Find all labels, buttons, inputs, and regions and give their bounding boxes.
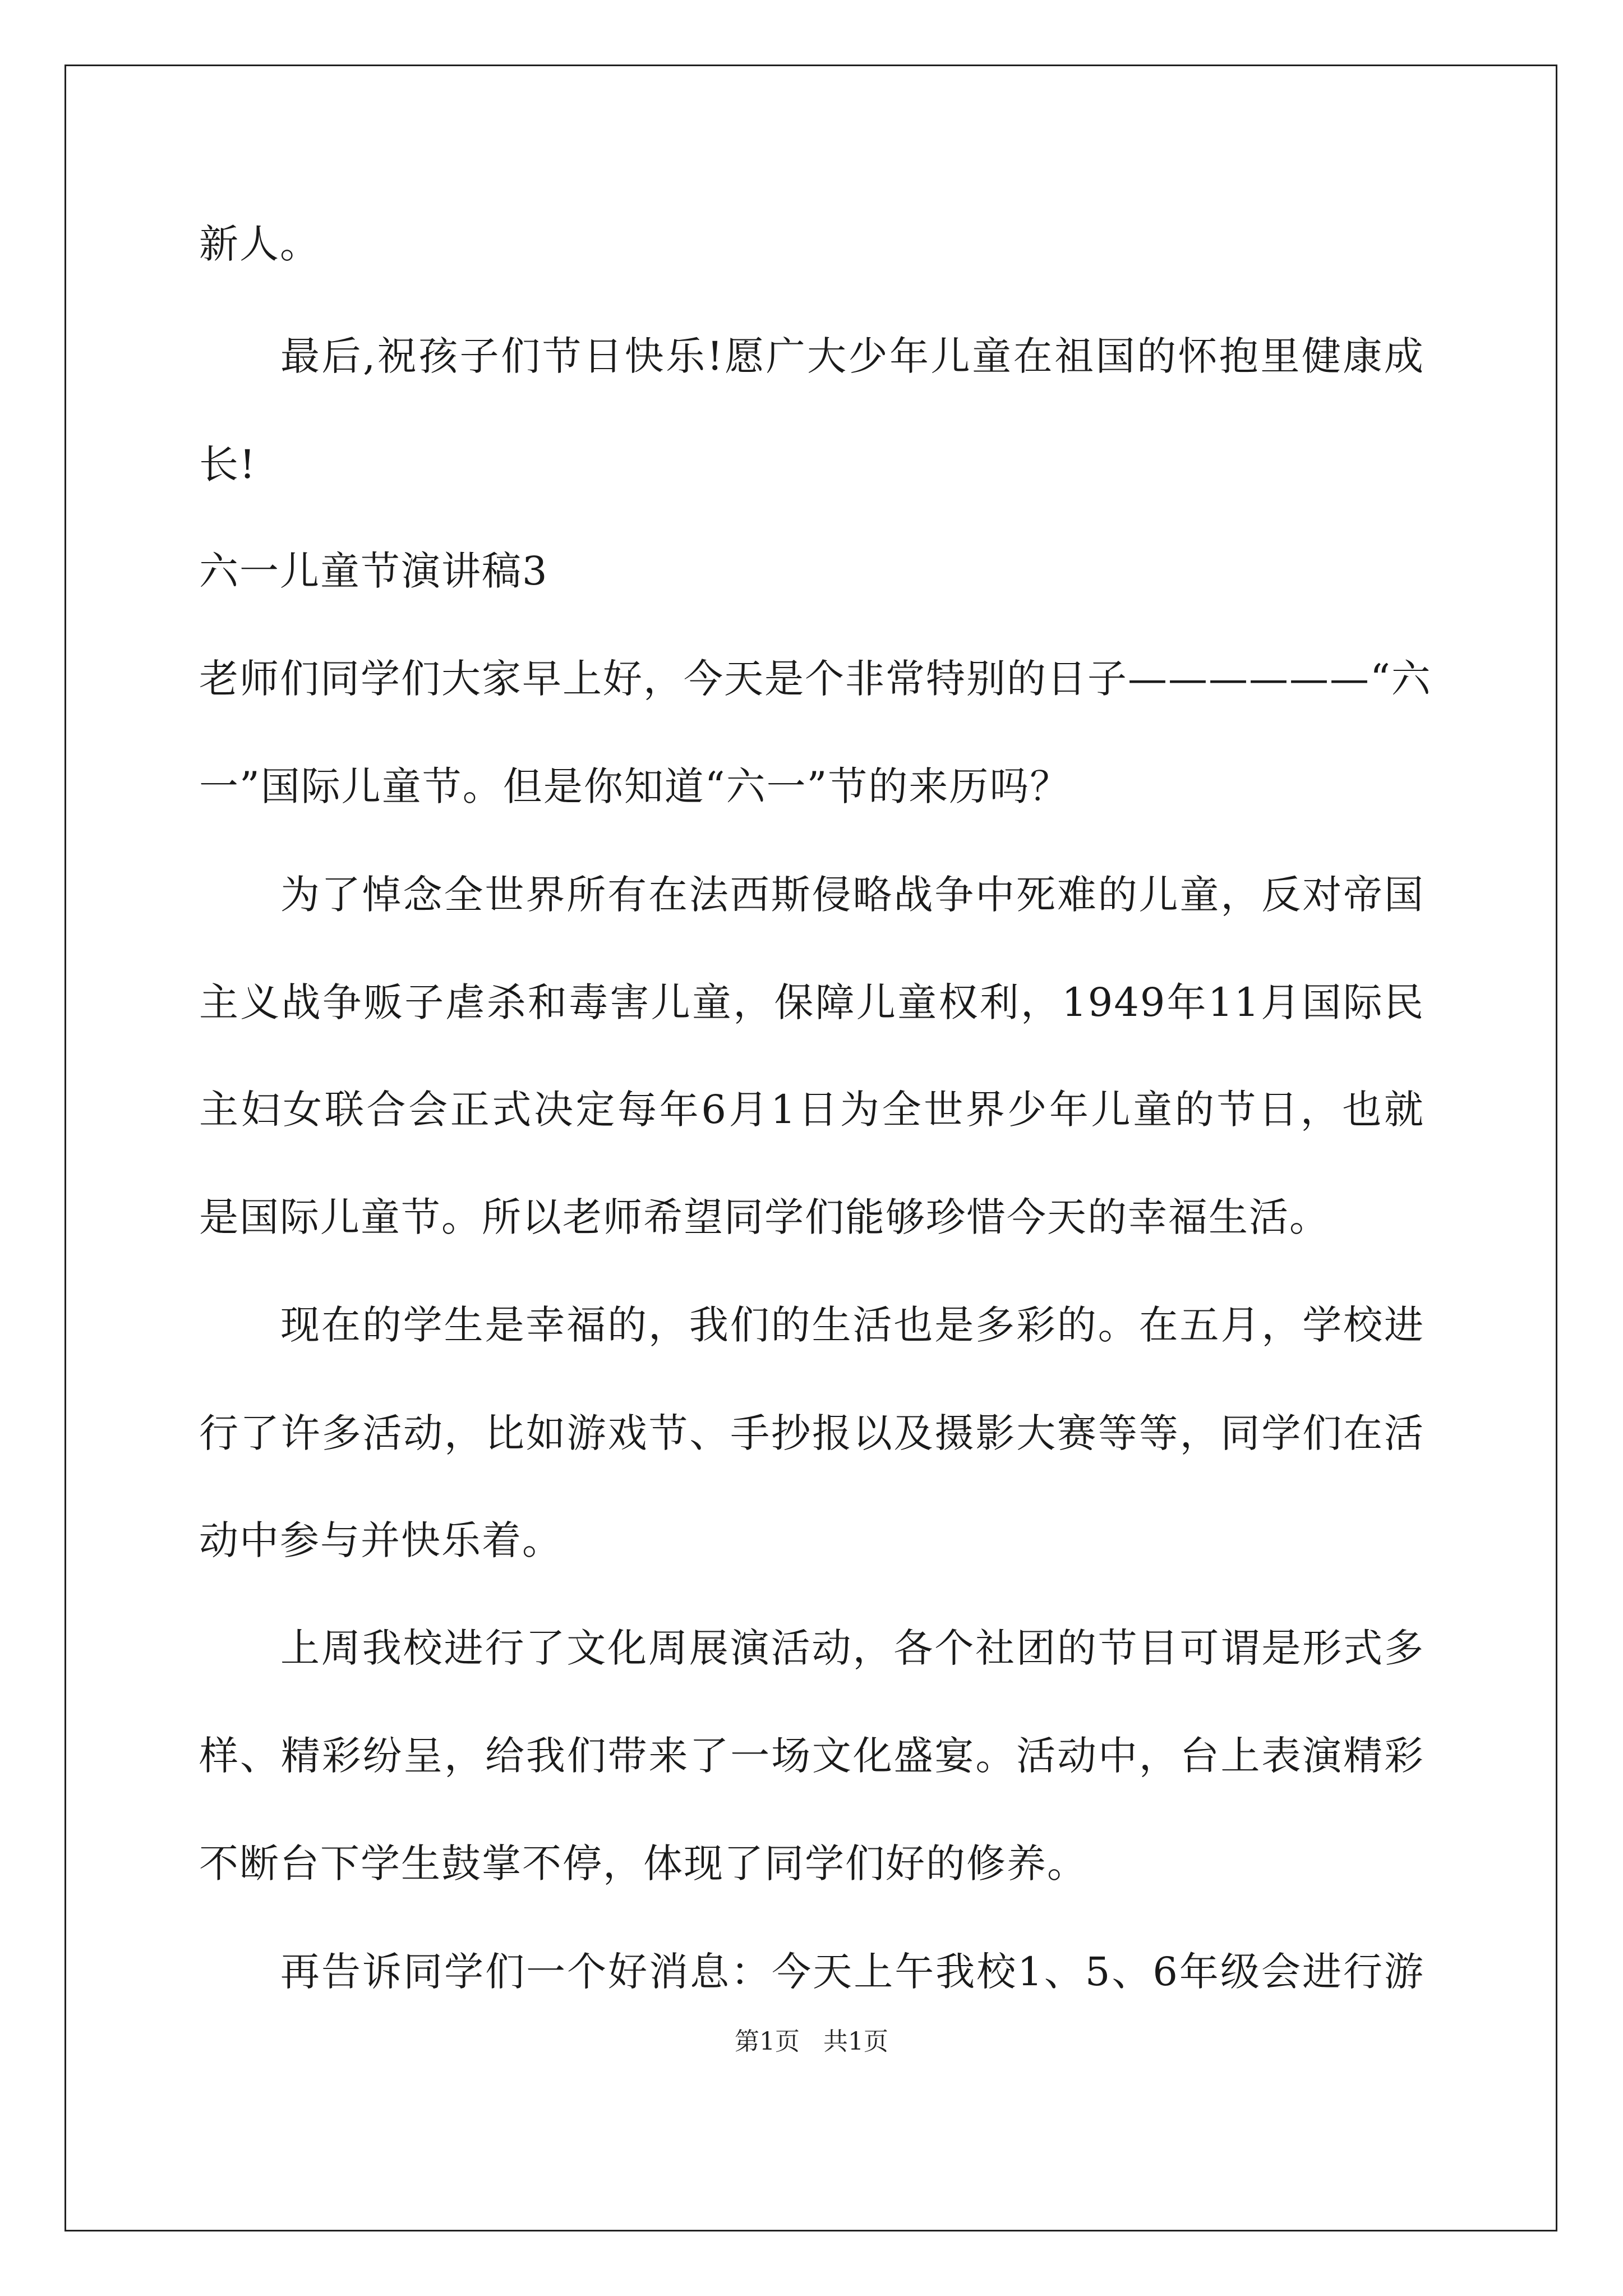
paragraph-line: 上周我校进行了文化周展演活动，各个社团的节目可谓是形式多 [280, 1625, 1424, 1671]
paragraph-line: 是国际儿童节。所以老师希望同学们能够珍惜今天的幸福生活。 [199, 1194, 1330, 1240]
paragraph-line: 最后,祝孩子们节日快乐!愿广大少年儿童在祖国的怀抱里健康成 [280, 333, 1424, 379]
paragraph-line: 不断台下学生鼓掌不停，体现了同学们好的修养。 [199, 1841, 1087, 1887]
paragraph-line: 主妇女联合会正式决定每年6月1日为全世界少年儿童的节日，也就 [199, 1087, 1424, 1133]
paragraph-line: 再告诉同学们一个好消息：今天上午我校1、5、6年级会进行游 [280, 1949, 1424, 1995]
paragraph-line: 动中参与并快乐着。 [199, 1517, 562, 1563]
paragraph-line: 主义战争贩子虐杀和毒害儿童，保障儿童权利，1949年11月国际民 [199, 979, 1424, 1025]
paragraph-line: 行了许多活动，比如游戏节、手抄报以及摄影大赛等等，同学们在活 [199, 1410, 1424, 1456]
paragraph-line: 现在的学生是幸福的，我们的生活也是多彩的。在五月，学校进 [280, 1302, 1424, 1348]
paragraph-line: 老师们同学们大家早上好，今天是个非常特别的日子——————“六 [199, 656, 1432, 702]
paragraph-line: 长! [199, 441, 257, 487]
paragraph-line: 为了悼念全世界所有在法西斯侵略战争中死难的儿童，反对帝国 [280, 872, 1424, 918]
paragraph-line: 一”国际儿童节。但是你知道“六一”节的来历吗？ [199, 763, 1071, 809]
page-border [64, 65, 1557, 2231]
paragraph-line: 新人。 [199, 221, 320, 267]
section-heading: 六一儿童节演讲稿3 [199, 548, 548, 594]
paragraph-line: 样、精彩纷呈，给我们带来了一场文化盛宴。活动中，台上表演精彩 [199, 1733, 1424, 1779]
page-number: 第1页 共1页 [735, 2027, 888, 2056]
